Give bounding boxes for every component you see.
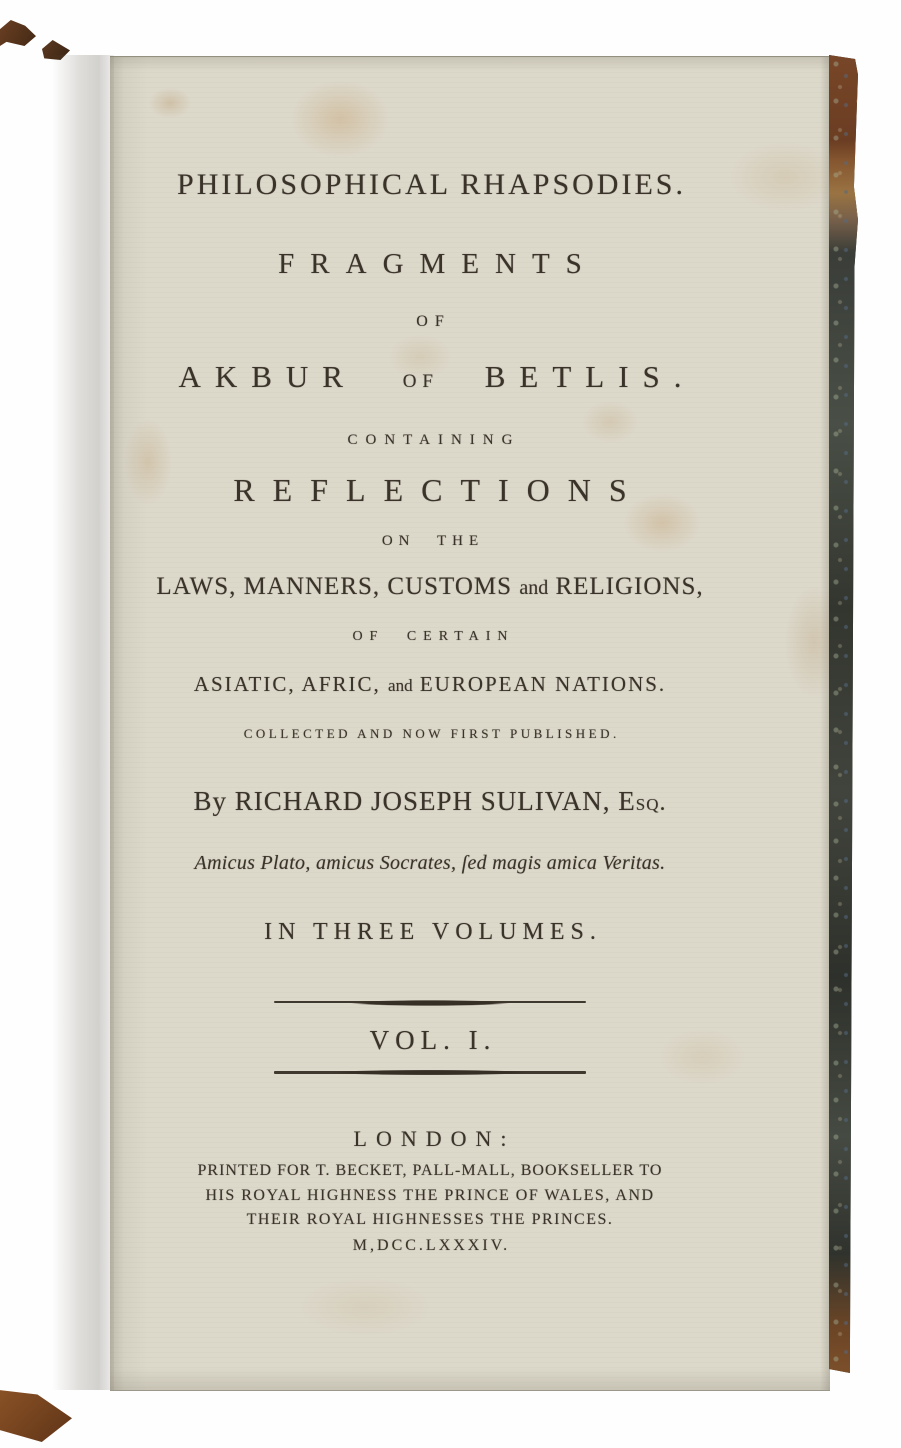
byline-esq-rest: sq. — [635, 790, 667, 816]
of-certain-label: OF CERTAIN — [352, 629, 515, 644]
asiatic-and-word: and — [388, 676, 413, 695]
akbur-of-word: OF — [402, 371, 439, 392]
of-word: OF — [416, 313, 451, 330]
akbur-word: AKBUR — [178, 359, 357, 394]
reflections-title: REFLECTIONS — [233, 472, 645, 508]
volumes-note: IN THREE VOLUMES. — [264, 919, 602, 945]
asiatic-end: EUROPEAN NATIONS. — [419, 672, 667, 696]
imprint-line-3: THEIR ROYAL HIGHNESSES THE PRINCES. — [246, 1211, 614, 1228]
byline-esq-cap: E — [618, 786, 636, 816]
cover-corner-leather — [0, 1388, 72, 1442]
facing-page — [0, 38, 113, 1392]
imprint-line-2: HIS ROYAL HIGHNESS THE PRINCE OF WALES, AND — [205, 1187, 655, 1204]
asiatic-main: ASIATIC, AFRIC, — [193, 672, 381, 696]
imprint-city: LONDON: — [353, 1126, 516, 1151]
book-title: PHILOSOPHICAL RHAPSODIES. — [177, 168, 686, 201]
byline-by: By — [193, 786, 227, 816]
collected-published-label: COLLECTED AND NOW FIRST PUBLISHED. — [243, 726, 620, 741]
laws-and-word: and — [519, 577, 549, 599]
laws-end: RELIGIONS, — [555, 573, 704, 600]
on-the-label: ON THE — [381, 533, 485, 549]
imprint-line-1: PRINTED FOR T. BECKET, PALL-MALL, BOOKSELLER TO — [197, 1162, 663, 1179]
betlis-word: BETLIS. — [484, 359, 696, 394]
containing-label: CONTAINING — [347, 432, 521, 448]
laws-main: LAWS, MANNERS, CUSTOMS — [156, 573, 513, 600]
byline-name: RICHARD JOSEPH SULIVAN, — [234, 786, 611, 816]
half-title-fragments: FRAGMENTS — [278, 248, 598, 280]
latin-motto: Amicus Plato, amicus Socrates, ſed magis amica Veritas. — [194, 852, 666, 874]
title-page — [110, 56, 830, 1391]
volume-label: VOL. I. — [369, 1025, 497, 1055]
marbled-board-edge — [829, 55, 858, 1373]
imprint-date: M,DCC.LXXXIV. — [352, 1237, 511, 1254]
